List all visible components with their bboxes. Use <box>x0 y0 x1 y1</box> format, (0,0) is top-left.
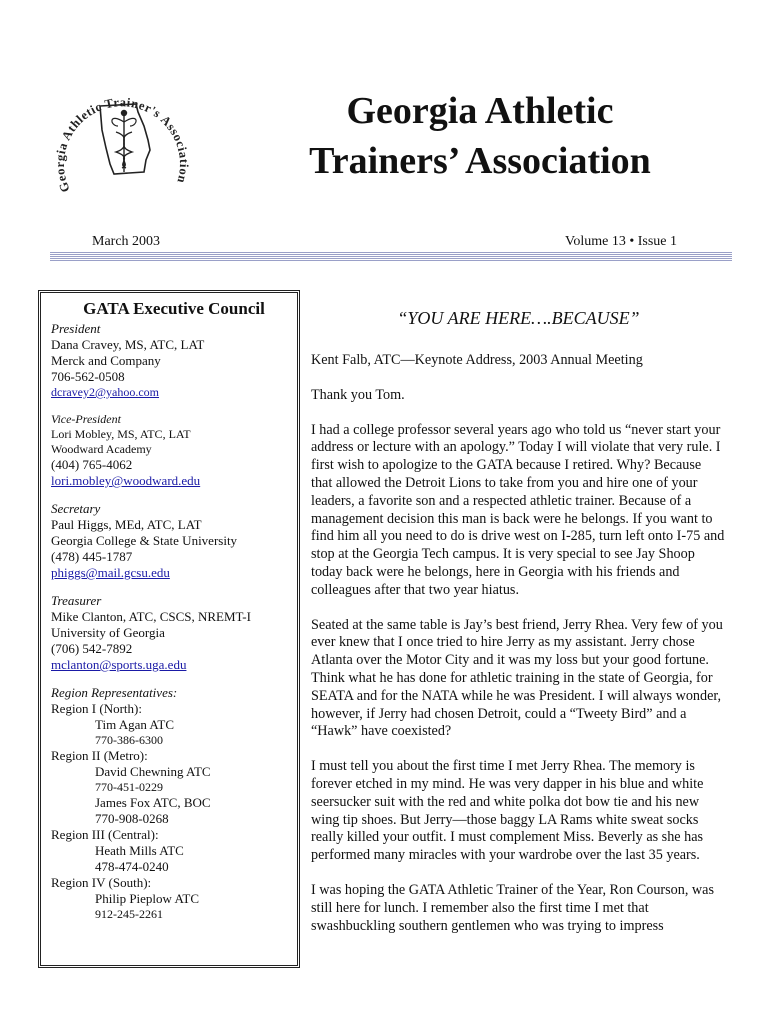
article-paragraph: Seated at the same table is Jay’s best friend, Jerry Rhea. Very few of you ever knew that I once tried to hire Jerry as my assistant. Jerry chose Atlanta over the Motor City and it was my loss but your good fortune. Think what he has done for athletic training in the state of Georgia, for SEATA and for the NATA while he was President. I will always wonder, however, if Jerry had chosen Detroit, could a “Tweety Bird” and a “Hawk” have coexisted? <box>311 616 723 740</box>
keynote-article <box>311 306 726 952</box>
region-3-phone: 478-474-0240 <box>95 859 169 874</box>
region-2-phone-2: 770-908-0268 <box>95 811 169 826</box>
region-4-phone: 912-245-2261 <box>95 907 163 921</box>
vice-president-role: Vice-President <box>51 412 121 426</box>
article-paragraph: I must tell you about the first time I met Jerry Rhea. The memory is forever etched in my mind. He was very dapper in his blue and white seersucker suit with the red and white polka dot bow tie and his new wing tip shoes. But Jerry—those baggy LA Rams white sweat socks really killed your outfit. I must complement Miss. Beverly as she has performed many miracles with your wardrobe over the last 35 years. <box>311 758 704 864</box>
region-3-name: Heath Mills ATC <box>95 843 184 858</box>
president-email-link[interactable]: dcravey2@yahoo.com <box>51 385 160 399</box>
council-heading: GATA Executive Council <box>83 299 265 318</box>
secretary-name: Paul Higgs, MEd, ATC, LAT <box>51 517 202 532</box>
president-role: President <box>51 321 101 336</box>
region-1-phone: 770-386-6300 <box>95 733 163 747</box>
logo-ring-text: Georgia Athletic Trainer's Association <box>52 95 192 195</box>
executive-council-box <box>38 290 300 968</box>
vice-president-phone: (404) 765-4062 <box>51 457 133 472</box>
secretary-email-link[interactable]: phiggs@mail.gcsu.edu <box>51 565 170 580</box>
region-4-name: Philip Pieplow ATC <box>95 891 200 906</box>
treasurer-role: Treasurer <box>51 593 102 608</box>
title-line-2: Trainers’ Association <box>309 140 651 182</box>
region-2-phone-1: 770-451-0229 <box>95 780 163 794</box>
region-2-name-1: David Chewning ATC <box>95 764 211 779</box>
article-paragraph: I had a college professor several years ago who told us “never start your address or lecture with an apology.” Today I will violate that very rule. I first wish to apologize to the GATA because I retired. Why? Because that allowed the Detroit Lions to take from you and hire one of your leaders, a favorite son and a respected athletic trainer. Because of a management decision this man is back were he belongs. If you want to find him all you need to do is drive west on I-285, turn left onto I-75 and stop at the Georgia Tech campus. It is very special to see Jay Shoop today back were he belongs, here in Georgia with his friends and colleagues after that two year hiatus. <box>311 421 725 598</box>
vice-president-org: Woodward Academy <box>51 442 152 456</box>
caduceus-icon <box>112 111 136 173</box>
president-name: Dana Cravey, MS, ATC, LAT <box>51 337 205 352</box>
article-headline: “YOU ARE HERE….BECAUSE” <box>397 308 640 328</box>
issue-date: March 2003 <box>92 234 161 249</box>
treasurer-email-link[interactable]: mclanton@sports.uga.edu <box>51 657 187 672</box>
region-2-label: Region II (Metro): <box>51 748 148 763</box>
region-4-label: Region IV (South): <box>51 875 152 890</box>
vice-president-email-link[interactable]: lori.mobley@woodward.edu <box>51 473 201 488</box>
regions-heading: Region Representatives: <box>51 685 178 700</box>
article-paragraph: Thank you Tom. <box>311 386 405 403</box>
svg-text:Georgia Athletic Trainer's Ass <box>53 95 191 194</box>
secretary-phone: (478) 445-1787 <box>51 549 133 564</box>
article-byline: Kent Falb, ATC—Keynote Address, 2003 Annual Meeting <box>311 352 643 368</box>
treasurer-name: Mike Clanton, ATC, CSCS, NREMT-I <box>51 609 251 624</box>
header-divider <box>50 252 732 261</box>
vice-president-name: Lori Mobley, MS, ATC, LAT <box>51 427 191 441</box>
region-2-name-2: James Fox ATC, BOC <box>95 795 211 810</box>
treasurer-org: University of Georgia <box>51 625 165 640</box>
president-org: Merck and Company <box>51 353 161 368</box>
president-phone: 706-562-0508 <box>51 369 125 384</box>
secretary-org: Georgia College & State University <box>51 533 238 548</box>
treasurer-phone: (706) 542-7892 <box>51 641 133 656</box>
title-line-1: Georgia Athletic <box>346 90 614 132</box>
region-1-label: Region I (North): <box>51 701 142 716</box>
issue-volume: Volume 13 • Issue 1 <box>565 234 677 249</box>
region-1-name: Tim Agan ATC <box>95 717 174 732</box>
article-paragraph: I was hoping the GATA Athletic Trainer of the Year, Ron Courson, was still here for lunch. I remember also the first time I met that swashbuckling southern gentlemen who was trying to impress <box>311 881 715 934</box>
newsletter-title <box>290 86 670 186</box>
issue-dateline <box>92 234 677 250</box>
region-3-label: Region III (Central): <box>51 827 159 842</box>
secretary-role: Secretary <box>51 501 101 516</box>
gata-logo <box>52 68 192 198</box>
